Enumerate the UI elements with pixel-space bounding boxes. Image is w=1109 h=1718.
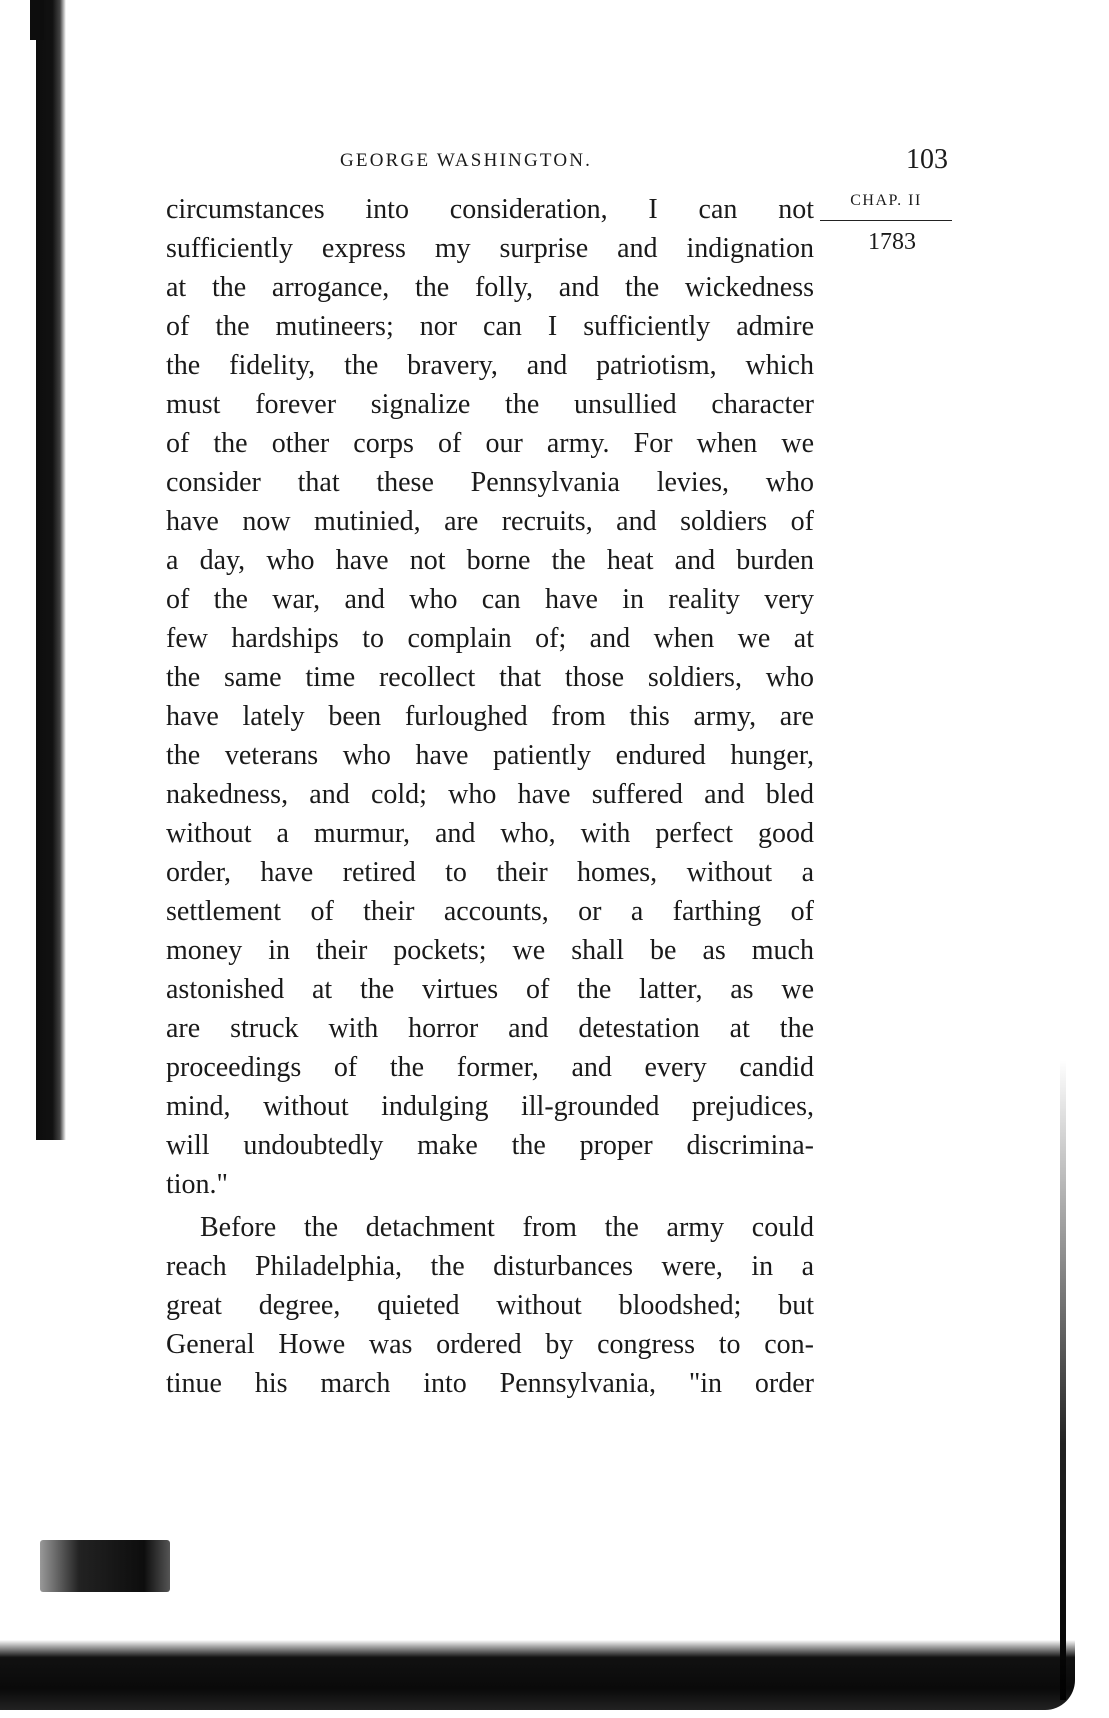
text-line: few hardships to complain of; and when we at [166,623,814,654]
text-line: a day, who have not borne the heat and burden [166,545,814,576]
scan-shadow-left-top [30,0,44,40]
text-line: of the other corps of our army. For when we [166,428,814,459]
text-line: sufficiently express my surprise and indignation [166,233,814,264]
scan-smudge [40,1540,170,1592]
text-line: settlement of their accounts, or a farthing of [166,896,814,927]
text-line: consider that these Pennsylvania levies, who [166,467,814,498]
text-line: order, have retired to their homes, without a [166,857,814,888]
text-line: great degree, quieted without bloodshed; but [166,1290,814,1321]
paragraph [166,1208,814,1403]
text-line: proceedings of the former, and every candid [166,1052,814,1083]
text-line: tinue his march into Pennsylvania, "in order [166,1368,814,1399]
text-line: money in their pockets; we shall be as much [166,935,814,966]
body-text [166,190,814,1403]
year-label: 1783 [868,229,916,255]
text-line: have lately been furloughed from this army, are [166,701,814,732]
text-line: General Howe was ordered by congress to con- [166,1329,814,1360]
scan-shadow-left [36,0,66,1140]
text-line: have now mutinied, are recruits, and soldiers of [166,506,814,537]
text-line: without a murmur, and who, with perfect good [166,818,814,849]
margin-rule [820,220,952,221]
text-line: tion." [166,1169,228,1200]
text-line: astonished at the virtues of the latter, as we [166,974,814,1005]
text-line: of the mutineers; nor can I sufficiently admire [166,311,814,342]
text-line: the fidelity, the bravery, and patriotism, which [166,350,814,381]
text-line: the veterans who have patiently endured hunger, [166,740,814,771]
text-line: reach Philadelphia, the disturbances were, in a [166,1251,814,1282]
running-title: GEORGE WASHINGTON. [340,150,593,171]
text-line: the same time recollect that those soldiers, who [166,662,814,693]
scan-shadow-bottom [0,1640,1075,1710]
text-line: at the arrogance, the folly, and the wickedness [166,272,814,303]
text-line: are struck with horror and detestation at the [166,1013,814,1044]
running-head [168,144,948,180]
text-line: of the war, and who can have in reality very [166,584,814,615]
text-line: nakedness, and cold; who have suffered and bled [166,779,814,810]
margin-note [820,192,952,256]
page-number: 103 [906,144,948,175]
paragraph [166,190,814,1204]
chapter-label: CHAP. II [850,192,922,209]
text-line: will undoubtedly make the proper discrimina- [166,1130,814,1161]
text-line: must forever signalize the unsullied character [166,389,814,420]
scan-shadow-right [1060,1060,1066,1700]
text-line: Before the detachment from the army could [200,1212,814,1243]
text-line: mind, without indulging ill-grounded prejudices, [166,1091,814,1122]
text-line: circumstances into consideration, I can not [166,194,814,225]
